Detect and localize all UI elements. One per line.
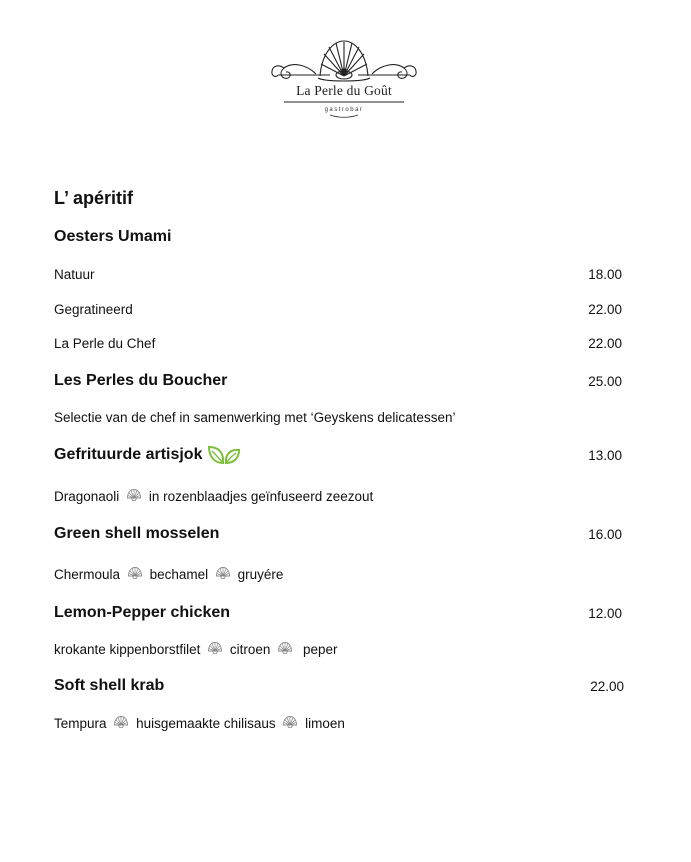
krab-price: 22.00 [590,678,624,694]
shell-icon [277,641,293,655]
chicken-heading-row [54,604,622,622]
shell-icon [126,488,142,502]
shell-icon [282,715,298,729]
description-part: peper [302,642,338,657]
oesters-title: Oesters Umami [54,228,172,245]
item-name: Gegratineerd [54,302,133,317]
artisjok-title: Gefrituurde artisjok [54,446,203,463]
description-part: Chermoula [54,567,121,582]
item-price: 22.00 [588,302,622,317]
description-part: huisgemaakte chilisaus [136,716,276,731]
logo-name: La Perle du Goût [296,83,392,98]
item-name: Natuur [54,267,95,282]
vegetarian-leaf-icon [207,445,241,465]
logo-subtitle: gastrobar [324,107,364,113]
mosselen-heading-row [54,525,622,543]
mosselen-title: Green shell mosselen [54,525,220,542]
mosselen-description [54,566,622,582]
description-part: bechamel [149,567,209,582]
description-part: in rozenblaadjes geïnfuseerd zeezout [148,489,374,504]
shell-icon [207,641,223,655]
mosselen-price: 16.00 [588,526,622,542]
krab-description [54,715,622,731]
brand-logo [270,38,418,120]
oesters-heading-row [54,228,622,246]
section-title: L’ apéritif [54,188,134,208]
chicken-price: 12.00 [588,605,622,621]
shell-icon [127,566,143,580]
shell-icon [113,715,129,729]
krab-title: Soft shell krab [54,677,165,694]
artisjok-price: 13.00 [588,447,622,463]
item-price: 22.00 [588,336,622,351]
description-part: krokante kippenborstfilet [54,642,201,657]
artisjok-heading-row [54,445,622,465]
boucher-title: Les Perles du Boucher [54,372,228,389]
boucher-description [54,410,622,425]
chicken-description [54,641,622,657]
description-part: Tempura [54,716,107,731]
description-part: Dragonaoli [54,489,120,504]
description-part: limoen [305,716,345,731]
item-name: La Perle du Chef [54,336,156,351]
chicken-title: Lemon-Pepper chicken [54,604,231,621]
description-part: citroen [229,642,271,657]
menu-item-row [54,302,622,317]
menu-item-row [54,336,622,351]
krab-heading-row [54,677,624,695]
item-price: 18.00 [588,267,622,282]
boucher-price: 25.00 [588,373,622,389]
artisjok-description [54,488,622,504]
shell-icon [215,566,231,580]
description-part: gruyére [237,567,284,582]
description-text: Selectie van de chef in samenwerking met ‘Geyskens delicatessen’ [54,410,456,425]
menu-item-row [54,267,622,282]
boucher-heading-row [54,372,622,390]
